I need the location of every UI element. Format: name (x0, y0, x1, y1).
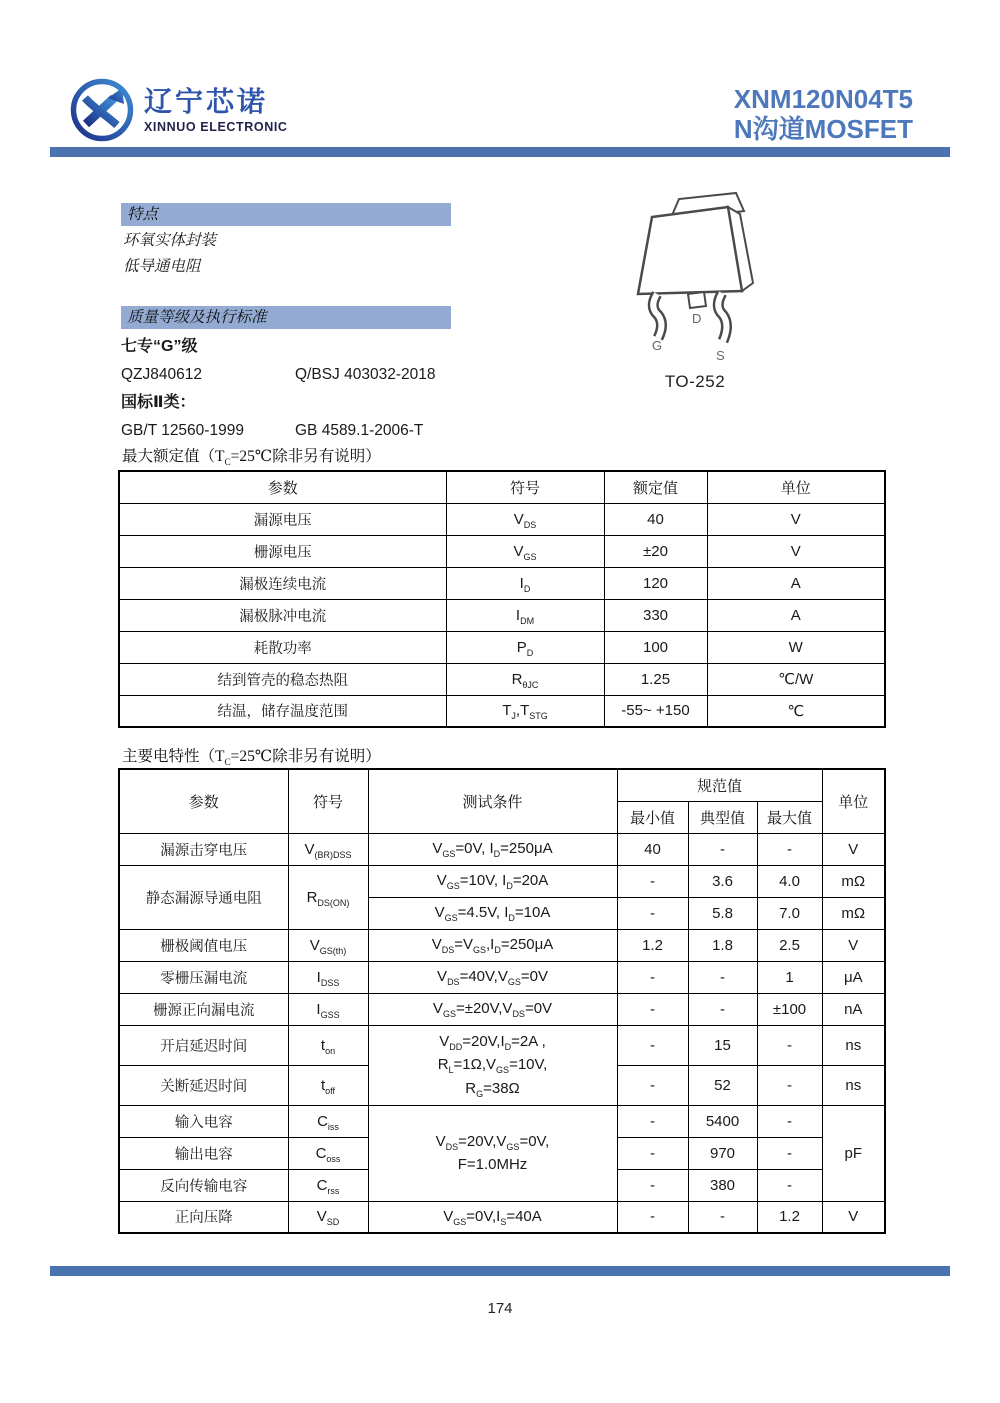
cell-cond: $V_{GS}=10V$, $I_D=20A$ (368, 865, 617, 897)
cell-symbol: $R_{DS(ON)}$ (288, 865, 368, 929)
cell-max: 7.0 (757, 897, 822, 929)
pin-label-gate: G (652, 338, 663, 353)
cell-max: 4.0 (757, 865, 822, 897)
electrical-title: 主要电特性（$T_C=25℃$除非另有说明） (122, 748, 381, 769)
standard-code: QZJ840612 (121, 366, 202, 383)
column-header: 单位 (707, 471, 885, 503)
cell-symbol: $P_D$ (446, 631, 604, 663)
table-row (119, 695, 885, 727)
cell-min: - (617, 1065, 688, 1105)
cell-cond: $V_{DS}=20V,V_{GS}=0V$, F=1.0MHz (368, 1105, 617, 1201)
cell-unit: A (707, 567, 885, 599)
quality-grade: 七专“G”级 (121, 338, 198, 355)
cell-unit: pF (822, 1105, 885, 1201)
pin-label-drain: D (692, 311, 702, 326)
cell-symbol: $R_{\theta JC}$ (446, 663, 604, 695)
cell-symbol: $I_D$ (446, 567, 604, 599)
logo-company-name: 辽宁芯诺 (144, 86, 269, 117)
standards-row (121, 420, 451, 441)
header-divider (50, 147, 950, 157)
cell-unit: W (707, 631, 885, 663)
column-header: 符号 (446, 471, 604, 503)
table-row (119, 833, 885, 865)
table-row (119, 567, 885, 599)
table-row (119, 535, 885, 567)
electrical-table (118, 768, 886, 1234)
cell-param: 结温，储存温度范围 (119, 695, 446, 727)
column-header: 符号 (288, 769, 368, 833)
cell-symbol: $C_{rss}$ (288, 1169, 368, 1201)
cell-typ: 5.8 (688, 897, 757, 929)
part-number: XNM120N04T5 (733, 84, 913, 114)
cell-unit: V (707, 535, 885, 567)
cell-cond: $V_{GS}=\pm 20V,V_{DS}=0V$ (368, 993, 617, 1025)
package-name: TO-252 (664, 372, 726, 391)
cell-min: 40 (617, 833, 688, 865)
cell-max: - (757, 833, 822, 865)
cell-cond: $V_{DD}=20V,I_D=2A$ , $R_L=1\Omega,V_{GS}=10V$, $R_G=38\Omega$ (368, 1025, 617, 1105)
table-row (119, 865, 885, 897)
cell-cond: $V_{DS}=40V,V_{GS}=0V$ (368, 961, 617, 993)
column-header: 典型值 (688, 801, 757, 833)
max-ratings-title: 最大额定值（$T_C=25℃$除非另有说明） (122, 448, 381, 469)
cell-typ: 1.8 (688, 929, 757, 961)
header-row (119, 471, 885, 503)
cell-val: 330 (604, 599, 707, 631)
cell-param: 漏源电压 (119, 503, 446, 535)
cell-param: 输入电容 (119, 1105, 288, 1137)
cell-max: - (757, 1169, 822, 1201)
cell-max: ±100 (757, 993, 822, 1025)
quality-section-header: 质量等级及执行标准 (121, 306, 451, 329)
header-row (119, 769, 885, 801)
cell-min: - (617, 1169, 688, 1201)
cell-unit: nA (822, 993, 885, 1025)
column-header: 额定值 (604, 471, 707, 503)
cell-unit: V (707, 503, 885, 535)
page-number: 174 (487, 1300, 513, 1317)
cell-typ: - (688, 961, 757, 993)
cell-val: 1.25 (604, 663, 707, 695)
cell-val: -55~ +150 (604, 695, 707, 727)
cell-typ: - (688, 993, 757, 1025)
table-row (119, 961, 885, 993)
cell-param: 漏源击穿电压 (119, 833, 288, 865)
table-row (119, 1201, 885, 1233)
cell-min: - (617, 865, 688, 897)
cell-param: 结到管壳的稳态热阻 (119, 663, 446, 695)
cell-symbol: $V_{SD}$ (288, 1201, 368, 1233)
table-row (119, 993, 885, 1025)
company-logo (70, 78, 288, 142)
cell-symbol: $C_{iss}$ (288, 1105, 368, 1137)
table-row (119, 631, 885, 663)
cell-cond: $V_{GS}=0V,I_S=40A$ (368, 1201, 617, 1233)
cell-cond: $V_{DS}=V_{GS},I_D=250\mu A$ (368, 929, 617, 961)
feature-item: 低导通电阻 (123, 258, 201, 275)
standard-code: GB/T 12560-1999 (121, 422, 244, 439)
cell-param: 栅源正向漏电流 (119, 993, 288, 1025)
cell-symbol: $V_{GS(th)}$ (288, 929, 368, 961)
cell-unit: ns (822, 1065, 885, 1105)
cell-typ: 5400 (688, 1105, 757, 1137)
to252-package-icon (600, 190, 790, 368)
cell-min: - (617, 1025, 688, 1065)
cell-param: 反向传输电容 (119, 1169, 288, 1201)
cell-unit: V (822, 929, 885, 961)
cell-param: 漏极脉冲电流 (119, 599, 446, 631)
cell-val: ±20 (604, 535, 707, 567)
cell-typ: - (688, 1201, 757, 1233)
footer-divider (50, 1266, 950, 1276)
cell-unit: ns (822, 1025, 885, 1065)
cell-min: - (617, 1201, 688, 1233)
cell-unit: V (822, 833, 885, 865)
cell-unit: V (822, 1201, 885, 1233)
cell-param: 漏极连续电流 (119, 567, 446, 599)
cell-symbol: $I_{GSS}$ (288, 993, 368, 1025)
cell-param: 正向压降 (119, 1201, 288, 1233)
cell-max: - (757, 1105, 822, 1137)
cell-symbol: $I_{DM}$ (446, 599, 604, 631)
features-section-header: 特点 (121, 203, 451, 226)
cell-max: - (757, 1137, 822, 1169)
column-header: 单位 (822, 769, 885, 833)
cell-symbol: $V_{(BR)DSS}$ (288, 833, 368, 865)
cell-param: 静态漏源导通电阻 (119, 865, 288, 929)
cell-symbol: $T_J,T_{STG}$ (446, 695, 604, 727)
column-header: 最小值 (617, 801, 688, 833)
cell-unit: A (707, 599, 885, 631)
standards-row (121, 364, 451, 385)
cell-val: 100 (604, 631, 707, 663)
cell-min: - (617, 993, 688, 1025)
cell-typ: 3.6 (688, 865, 757, 897)
cell-unit: μA (822, 961, 885, 993)
cell-symbol: $V_{DS}$ (446, 503, 604, 535)
cell-max: 2.5 (757, 929, 822, 961)
column-header: 参数 (119, 471, 446, 503)
logo-mark-icon (70, 78, 134, 142)
cell-typ: - (688, 833, 757, 865)
cell-max: - (757, 1025, 822, 1065)
table-row (119, 1105, 885, 1137)
cell-param: 输出电容 (119, 1137, 288, 1169)
cell-symbol: $t_{off}$ (288, 1065, 368, 1105)
cell-symbol: $t_{on}$ (288, 1025, 368, 1065)
cell-unit: mΩ (822, 897, 885, 929)
cell-typ: 15 (688, 1025, 757, 1065)
pin-label-source: S (716, 348, 725, 363)
logo-company-name-en: XINNUO ELECTRONIC (144, 120, 288, 134)
cell-typ: 970 (688, 1137, 757, 1169)
cell-min: - (617, 961, 688, 993)
cell-val: 120 (604, 567, 707, 599)
cell-val: 40 (604, 503, 707, 535)
cell-min: - (617, 1137, 688, 1169)
cell-param: 开启延迟时间 (119, 1025, 288, 1065)
column-header: 规范值 (617, 769, 822, 801)
cell-max: 1.2 (757, 1201, 822, 1233)
cell-min: 1.2 (617, 929, 688, 961)
cell-max: - (757, 1065, 822, 1105)
quality-class: 国标Ⅱ类： (121, 394, 196, 411)
table-row (119, 599, 885, 631)
cell-param: 栅极阈值电压 (119, 929, 288, 961)
cell-cond: $V_{GS}=0V$, $I_D=250\mu A$ (368, 833, 617, 865)
feature-item: 环氧实体封装 (123, 232, 217, 249)
column-header: 最大值 (757, 801, 822, 833)
cell-unit: ℃ (707, 695, 885, 727)
cell-cond: $V_{GS}=4.5V$, $I_D=10A$ (368, 897, 617, 929)
column-header: 测试条件 (368, 769, 617, 833)
cell-typ: 52 (688, 1065, 757, 1105)
table-row (119, 1025, 885, 1065)
cell-typ: 380 (688, 1169, 757, 1201)
package-drawing (600, 190, 790, 392)
column-header: 参数 (119, 769, 288, 833)
table-row (119, 503, 885, 535)
cell-param: 耗散功率 (119, 631, 446, 663)
cell-param: 栅源电压 (119, 535, 446, 567)
cell-symbol: $I_{DSS}$ (288, 961, 368, 993)
cell-unit: mΩ (822, 865, 885, 897)
standard-code: GB 4589.1-2006-T (295, 422, 424, 439)
cell-min: - (617, 897, 688, 929)
cell-max: 1 (757, 961, 822, 993)
table-row (119, 929, 885, 961)
cell-param: 关断延迟时间 (119, 1065, 288, 1105)
cell-param: 零栅压漏电流 (119, 961, 288, 993)
cell-symbol: $C_{oss}$ (288, 1137, 368, 1169)
table-row (119, 663, 885, 695)
max-ratings-table (118, 470, 886, 728)
cell-symbol: $V_{GS}$ (446, 535, 604, 567)
standard-code: Q/BSJ 403032-2018 (295, 366, 436, 383)
part-type: N沟道MOSFET (733, 114, 913, 144)
cell-min: - (617, 1105, 688, 1137)
cell-unit: ℃/W (707, 663, 885, 695)
